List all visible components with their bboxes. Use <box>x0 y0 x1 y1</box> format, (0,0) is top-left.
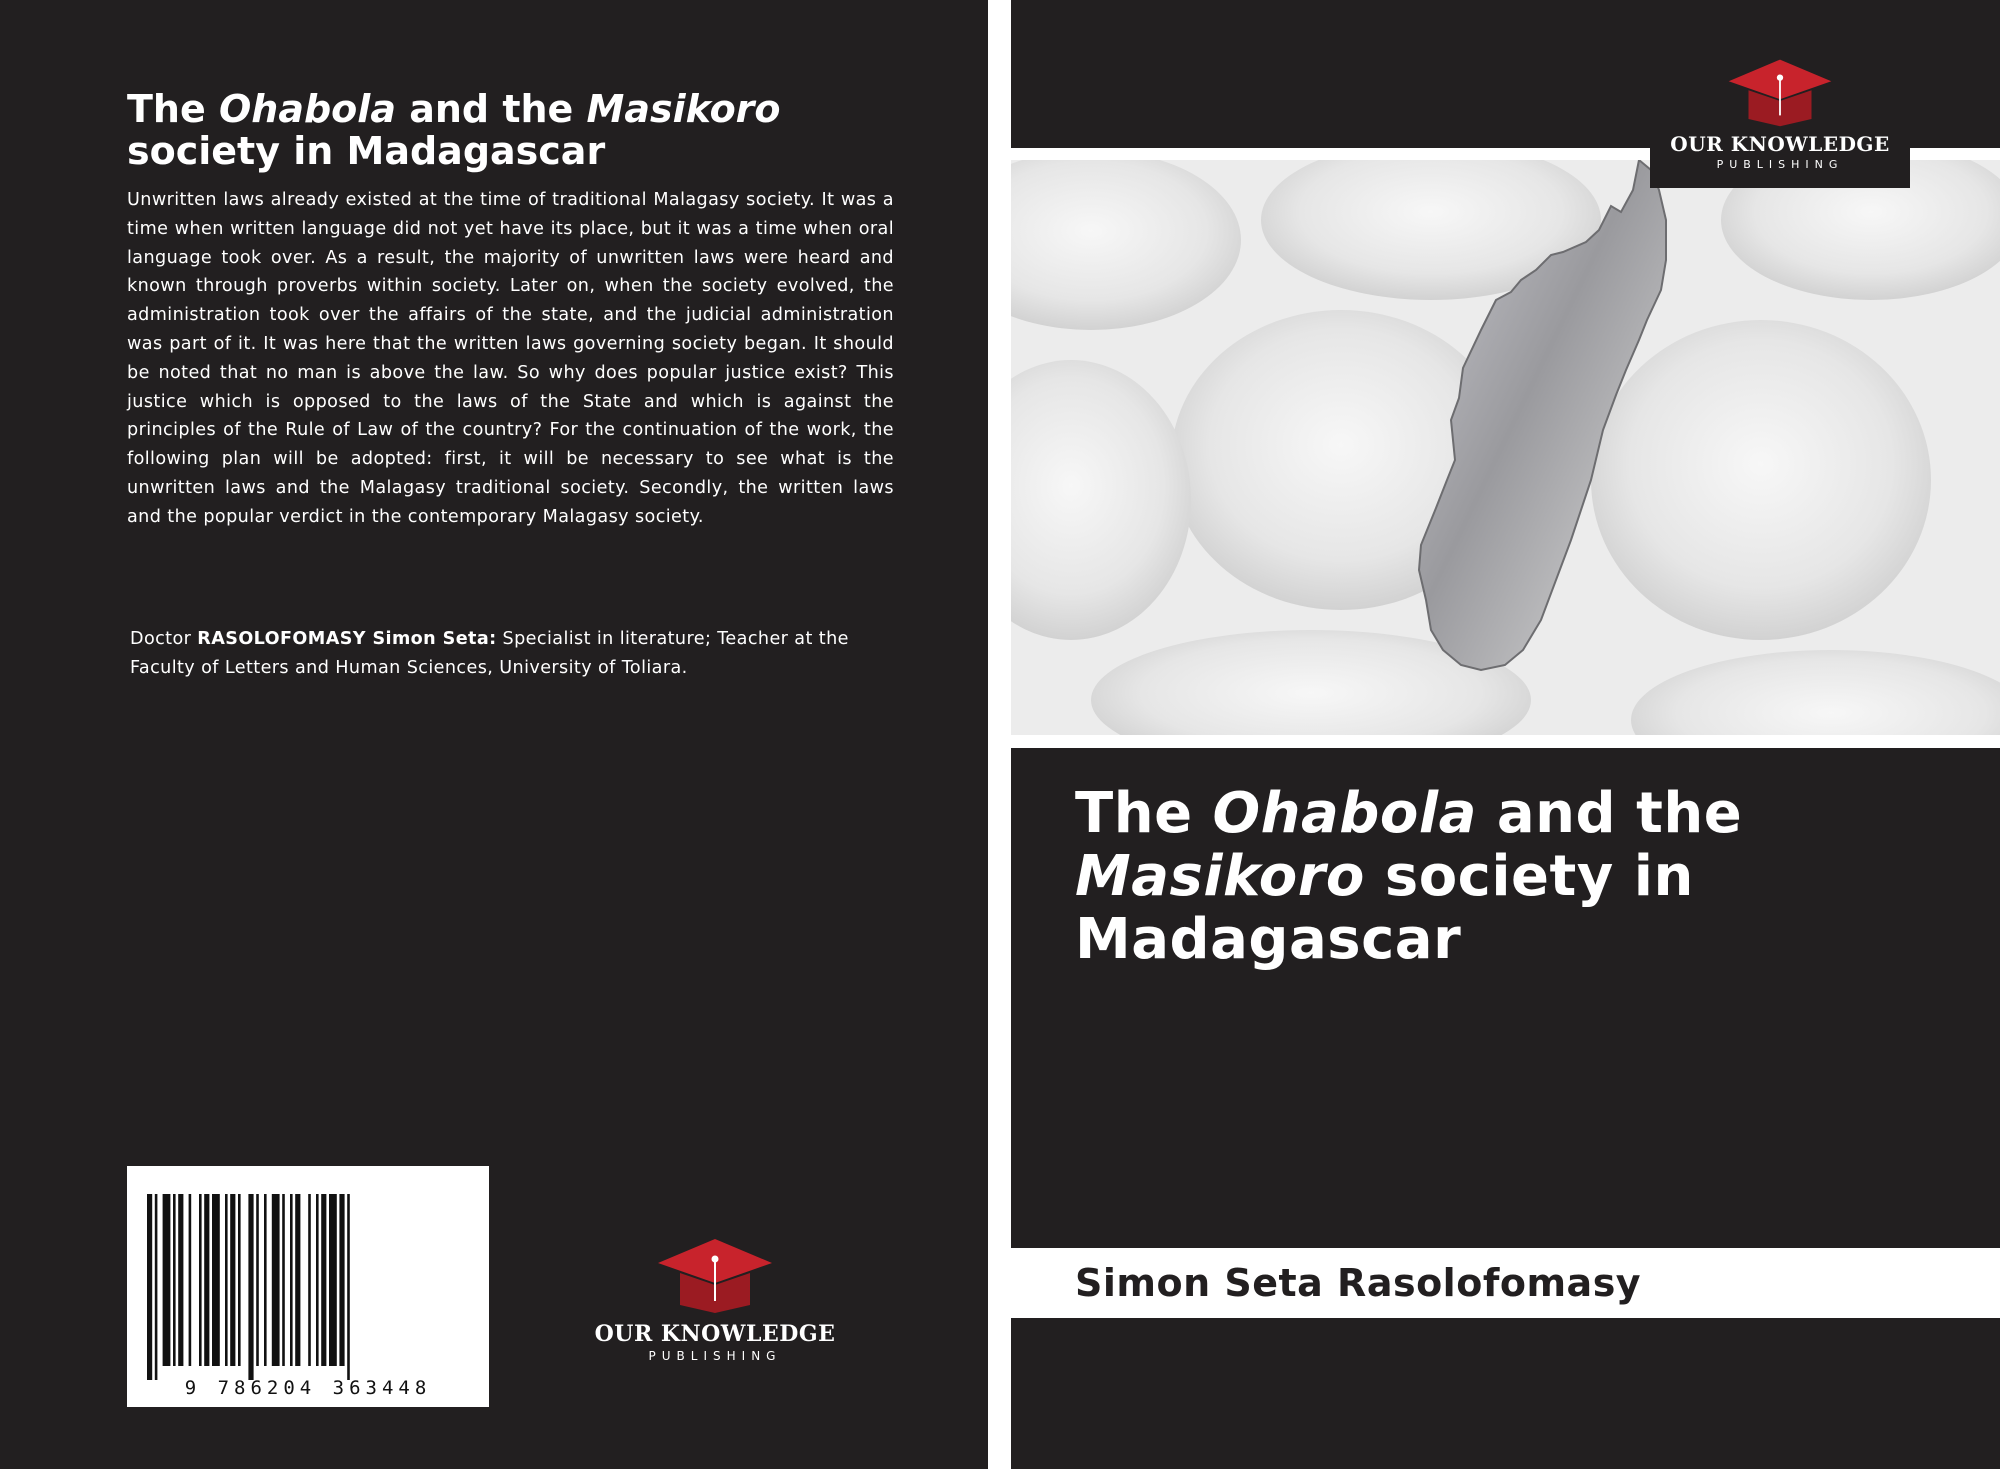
publisher-logo-front <box>1650 56 1910 188</box>
barcode-bar <box>248 1194 253 1380</box>
barcode-bar <box>329 1194 337 1366</box>
back-cover-blurb: Unwritten laws already existed at the time of traditional Malagasy society. It was a time when written language did not yet have its place, but it was a time when oral language took over. As a result, the majority of unwritten laws were heard and known through proverbs within society. Later on, when the society evolved, the administration took over the affairs of the state, and the judicial administration was part of it. It was here that the written laws governing society began. It should be noted that no man is above the law. So why does popular justice exist? This justice which is opposed to the laws of the State and which is against the principles of the Rule of Law of the country? For the continuation of the work, the following plan will be adopted: first, it will be necessary to see what is the unwritten laws and the Malagasy traditional society. Secondly, the written laws and the popular verdict in the contemporary Malagasy society. <box>127 190 894 527</box>
publisher-name: OUR KNOWLEDGE <box>1670 132 1890 156</box>
isbn-barcode <box>127 1166 489 1407</box>
barcode-bar <box>347 1194 350 1380</box>
barcode-bar <box>155 1194 158 1380</box>
barcode-bar <box>264 1194 267 1366</box>
madagascar-map-image <box>1011 160 2000 735</box>
barcode-bar <box>212 1194 220 1366</box>
barcode-bar <box>256 1194 259 1366</box>
isbn-number: 9 786204 363448 <box>184 1377 432 1399</box>
barcode-bar <box>225 1194 228 1366</box>
barcode-bar <box>147 1194 152 1380</box>
author-bio-name: RASOLOFOMASY Simon Seta: <box>197 629 497 649</box>
barcode-bar <box>230 1194 235 1366</box>
barcode-bar <box>321 1194 326 1366</box>
back-cover-title: The Ohabola and the Masikoro society in Madagascar <box>127 87 781 173</box>
front-cover-author: Simon Seta Rasolofomasy <box>1075 1261 1642 1305</box>
publisher-name: OUR KNOWLEDGE <box>594 1321 836 1347</box>
graduation-cap-icon <box>1720 56 1840 128</box>
barcode-bar <box>272 1194 280 1366</box>
barcode-bar <box>308 1194 311 1366</box>
back-title-line2: society in Madagascar <box>127 129 606 173</box>
barcode-bar <box>238 1194 241 1366</box>
front-cover <box>1011 0 2000 1469</box>
barcode-bar <box>173 1194 176 1366</box>
barcode-bar <box>199 1194 202 1366</box>
barcode-bar <box>290 1194 293 1366</box>
barcode-bar <box>339 1194 344 1366</box>
barcode-icon <box>127 1166 489 1407</box>
publisher-subtitle: PUBLISHING <box>1716 158 1844 171</box>
graduation-cap-icon <box>650 1235 780 1315</box>
barcode-bar <box>163 1194 171 1366</box>
barcode-bar <box>295 1194 300 1366</box>
barcode-bar <box>316 1194 319 1366</box>
barcode-bar <box>204 1194 209 1366</box>
barcode-bar <box>189 1194 192 1366</box>
front-bottom-band <box>1011 1318 2000 1469</box>
barcode-bar <box>178 1194 183 1366</box>
publisher-subtitle: PUBLISHING <box>648 1349 782 1363</box>
barcode-bar <box>282 1194 285 1366</box>
cover-photo <box>1011 160 2000 735</box>
front-cover-title: The Ohabola and the Masikoro society in Madagascar <box>1075 781 1743 972</box>
author-bio: Doctor RASOLOFOMASY Simon Seta: Specialist in literature; Teacher at the Faculty of Letters and Human Sciences, University of Toliara. <box>130 629 849 678</box>
publisher-logo-back <box>590 1235 840 1363</box>
